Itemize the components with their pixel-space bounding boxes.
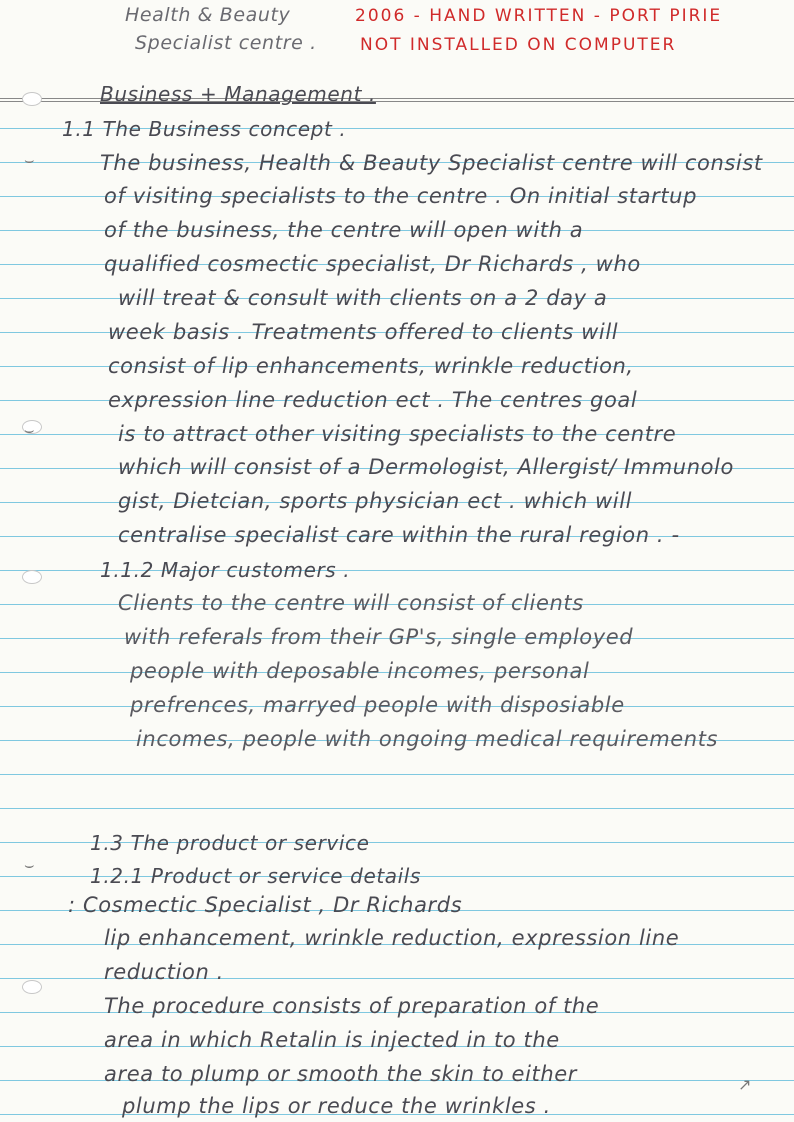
concept-line: which will consist of a Dermologist, Allergist/ Immunolo (118, 455, 734, 479)
margin-mark: ↗ (738, 1075, 752, 1094)
binder-hole (22, 92, 42, 106)
service-line: lip enhancement, wrinkle reduction, expression line (104, 926, 680, 950)
section-title: Business + Management . (100, 82, 376, 106)
specialist-heading: : Cosmectic Specialist , Dr Richards (68, 893, 463, 917)
concept-line: consist of lip enhancements, wrinkle reduction, (108, 354, 634, 378)
header-note-line2: NOT INSTALLED ON COMPUTER (360, 35, 677, 55)
concept-line: expression line reduction ect . The centres goal (108, 388, 638, 412)
concept-line: qualified cosmectic specialist, Dr Richards , who (104, 252, 641, 276)
heading-major-customers: 1.1.2 Major customers . (100, 558, 351, 582)
customers-line: with referals from their GP's, single employed (124, 625, 634, 649)
service-line: plump the lips or reduce the wrinkles . (122, 1094, 551, 1118)
header-note-line1: 2006 - HAND WRITTEN - PORT PIRIE (355, 6, 723, 26)
service-line: The procedure consists of preparation of the (104, 994, 600, 1018)
service-line: area to plump or smooth the skin to either (104, 1062, 577, 1086)
heading-product-details: 1.2.1 Product or service details (90, 864, 421, 888)
service-line: area in which Retalin is injected in to the (104, 1028, 560, 1052)
binder-hole (22, 980, 42, 994)
concept-line: is to attract other visiting specialists to the centre (118, 422, 677, 446)
concept-line: gist, Dietcian, sports physician ect . which will (118, 489, 633, 513)
binder-hole (22, 570, 42, 584)
header-title-line2: Specialist centre . (135, 32, 317, 54)
customers-line: people with deposable incomes, personal (130, 659, 590, 683)
margin-mark: ⌣ (24, 150, 35, 169)
concept-line: of visiting specialists to the centre . On initial startup (104, 184, 698, 208)
concept-line: of the business, the centre will open with a (104, 218, 584, 242)
customers-line: incomes, people with ongoing medical requirements (136, 727, 719, 751)
customers-line: prefrences, marryed people with disposiable (130, 693, 625, 717)
margin-mark: ⌣ (24, 420, 35, 439)
heading-business-concept: 1.1 The Business concept . (62, 117, 347, 141)
service-line: reduction . (104, 960, 224, 984)
margin-mark: ⌣ (24, 855, 35, 874)
customers-line: Clients to the centre will consist of clients (118, 591, 584, 615)
heading-product-service: 1.3 The product or service (90, 831, 370, 855)
concept-line: centralise specialist care within the rural region . - (118, 523, 680, 547)
header-title-line1: Health & Beauty (125, 4, 291, 26)
concept-line: The business, Health & Beauty Specialist centre will consist (100, 151, 763, 175)
concept-line: will treat & consult with clients on a 2 day a (118, 286, 608, 310)
concept-line: week basis . Treatments offered to clients will (108, 320, 619, 344)
